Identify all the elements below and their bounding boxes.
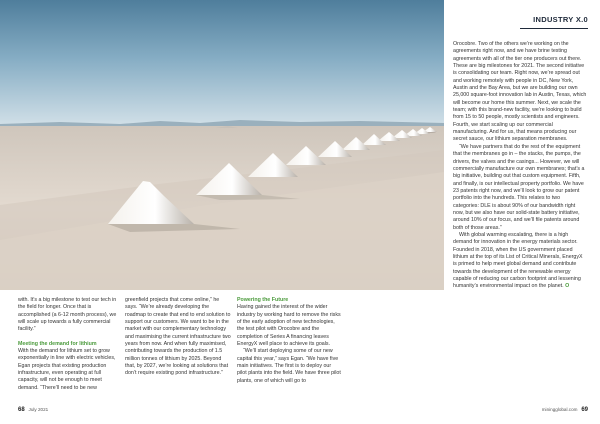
- body-paragraph: With global warming escalating, there is a high demand for innovation in the energy materials sector. Founded in 2018, when the US government placed lithium at the top of its List of Critical Minerals, EnergyX is primed to help meet global demand and contribute towards the development of the renewable energy capable of reducing our carbon footprint and lessening humanity’s environmental impact on the planet. O: [453, 231, 583, 290]
- footer-left: [18, 407, 48, 413]
- section-rule: [520, 28, 588, 29]
- section-heading: Powering the Future: [237, 297, 289, 303]
- issue-date: July 2021: [28, 407, 49, 412]
- body-paragraph: “We’ll start deploying some of our new capital this year,” says Egan. “We have five main initiatives. The first is to deploy our pilot plants into the field. We have three pilot plants, one of which will go to: [237, 348, 341, 384]
- body-paragraph: greenfield projects that come online,” he says. “We’re already developing the roadmap to create that end to end solution to support our customers. We want to be in the market with our complementary technology and maximising the current infrastructure two years from now. And when fully maximised, contributing towards the production of 1.5 million tonnes of lithium by 2025. Beyond that, by 2027, we’re looking at solutions that don’t require existing pond infrastructure.”: [125, 297, 231, 377]
- article-column-4: [453, 41, 587, 291]
- end-mark-icon: O: [563, 283, 570, 290]
- footer-right: [542, 407, 588, 413]
- site-link[interactable]: miningglobal.com: [541, 407, 578, 412]
- section-tag: INDUSTRY X.0: [533, 15, 588, 24]
- body-paragraph: With the demand for lithium set to grow exponentially in line with electric vehicles, Egan projects that existing production infrastructure, even operating at full capacity, will not be enough to meet demand. “There’ll need to be new: [18, 348, 116, 391]
- page-number-right: 69: [581, 407, 588, 413]
- page-number-left: 68: [18, 407, 25, 413]
- body-paragraph: with. It’s a big milestone to test our tech in the field for longer. Once that is accomplished (a 6-12 month process), we will scale up towards a fully commercial facility.”: [18, 297, 117, 333]
- body-paragraph: “We have partners that do the rest of the equipment that the membranes go in – the stacks, the pumps, the drivers, the valves and the casings... However, we will commercially manufacture our own membranes; that’s a big initiative, building out that custom equipment. Fifth, and finally, is our intellectual property portfolio. We have 23 patents right now, and we’ll look to grow our patent portfolio into the hundreds. This relates to two categories: DLE is about 90% of our bandwidth right now, but we also have our solid-state battery initiative, around 10% of our focus, and we’ll file patents around both of those areas.”: [453, 143, 585, 231]
- article-column-3: [237, 297, 342, 385]
- body-paragraph: Orocobre. Two of the others we’re working on the agreements right now, and we have brine testing agreements with all of the tier one producers out there. These are big milestones for 2021. The second initiative is consolidating our team. Right now, we’re spread out and working remotely with people in DC, New York, Austin and the Bay Area, but we are building our own 25,000 square-foot innovation lab in Austin, Texas, which will become our home this summer. Next, we scale the team; with this brand-new facility, we’re looking to build from 15 to 50 people, mostly scientists and engineers. Fourth, we start scaling up our commercial manufacturing. And for us, that means producing our secret sauce, our lithium separation membranes.: [453, 41, 587, 143]
- article-column-2: [125, 297, 231, 378]
- article-column-1: [18, 297, 118, 392]
- section-heading: Meeting the demand for lithium: [18, 340, 97, 347]
- body-paragraph: Having gained the interest of the wider industry by working hard to remove the risks of the early adoption of new technologies, the test pilot with Orocobre and the completion of Series A financing leaves EnergyX well place to achieve its goals.: [237, 304, 341, 348]
